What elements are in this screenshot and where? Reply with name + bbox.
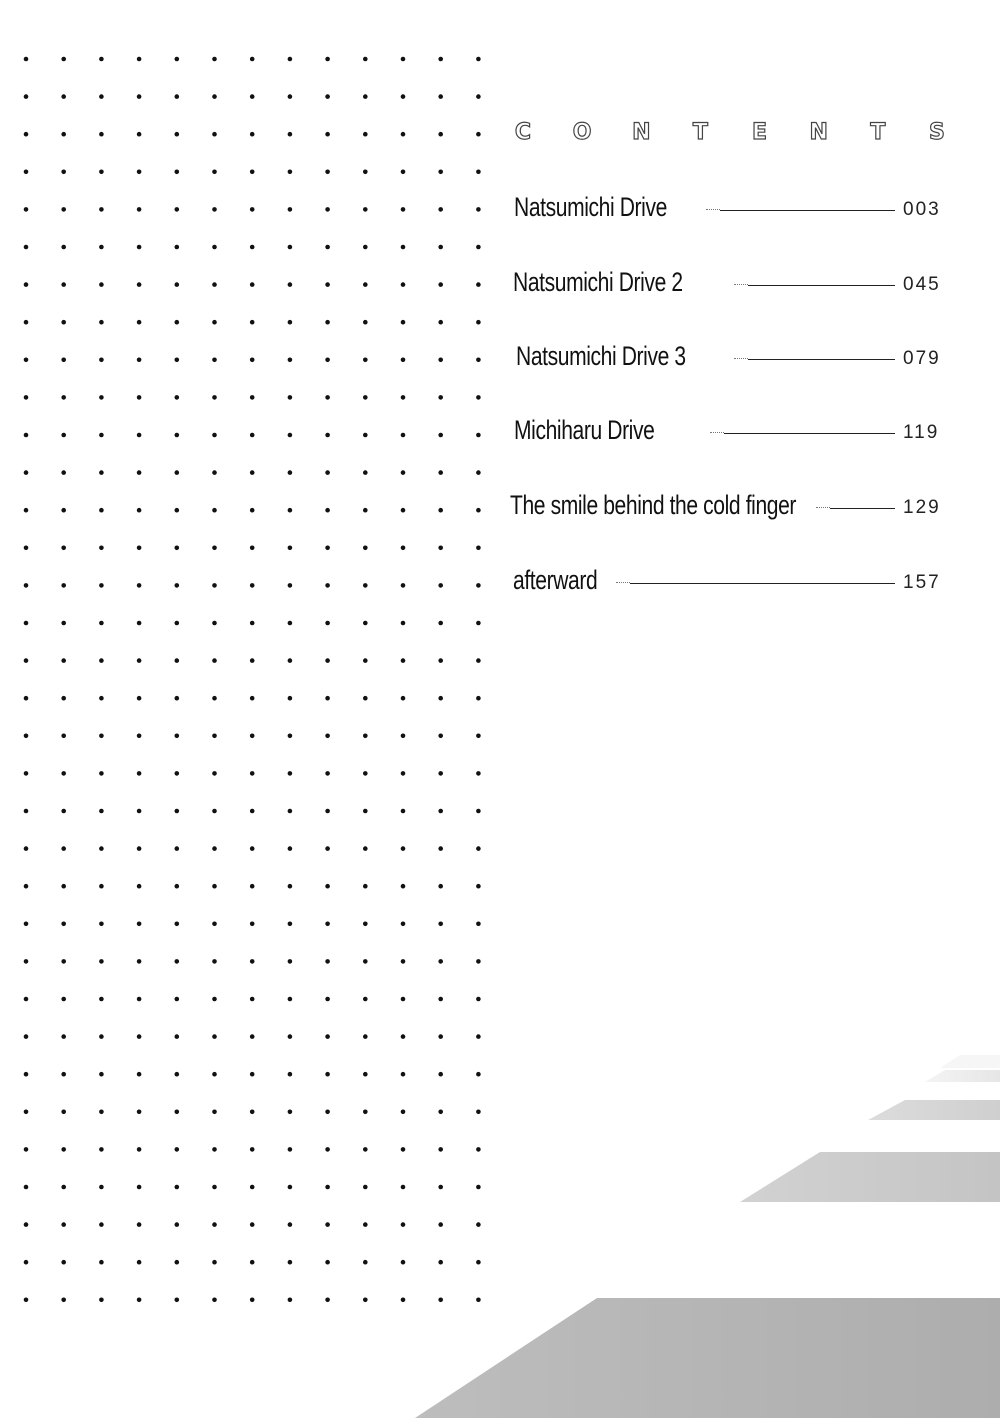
- stripe-4: [740, 1152, 1000, 1202]
- toc-entry-title: Natsumichi Drive: [514, 192, 667, 222]
- stripe-1: [940, 1055, 1000, 1068]
- toc-leader-line: [748, 285, 895, 286]
- toc-entry-title: Natsumichi Drive 3: [516, 341, 686, 371]
- toc-entry[interactable]: [0, 563, 1000, 603]
- contents-heading: [512, 120, 948, 145]
- heading-letter: E: [752, 120, 768, 145]
- toc-entry-title: The smile behind the cold finger: [510, 490, 797, 520]
- toc-entry-page: 129: [903, 497, 941, 518]
- toc-entry-page: 157: [903, 572, 941, 593]
- heading-letter: N: [632, 120, 651, 145]
- toc-entry[interactable]: [0, 339, 1000, 379]
- toc-leader-line: [748, 359, 895, 360]
- toc-entry[interactable]: [0, 413, 1000, 453]
- toc-entry[interactable]: [0, 190, 1000, 230]
- heading-letter: C: [514, 120, 532, 145]
- toc-leader-line: [724, 433, 895, 434]
- heading-letter: S: [929, 120, 945, 145]
- toc-entry-page: 003: [903, 199, 941, 220]
- toc-entry-title: afterward: [513, 565, 598, 595]
- toc-entry-title: Natsumichi Drive 2: [513, 267, 683, 297]
- toc-leader-line: [720, 210, 895, 211]
- toc-entry-title: Michiharu Drive: [514, 415, 655, 445]
- toc-entry[interactable]: [0, 265, 1000, 305]
- heading-letter: O: [572, 120, 592, 145]
- heading-letter: T: [692, 120, 708, 145]
- toc-entry-page: 079: [903, 348, 941, 369]
- stripe-3: [868, 1100, 1000, 1120]
- toc-entry-page: 045: [903, 274, 941, 295]
- toc-entry-page: 119: [903, 422, 940, 443]
- stripe-2: [925, 1070, 1000, 1082]
- heading-letter: T: [870, 120, 886, 145]
- stripe-5: [415, 1298, 1000, 1418]
- toc-entry[interactable]: [0, 488, 1000, 528]
- heading-letter: N: [809, 120, 828, 145]
- toc-leader-line: [830, 508, 895, 509]
- toc-leader-line: [630, 583, 895, 584]
